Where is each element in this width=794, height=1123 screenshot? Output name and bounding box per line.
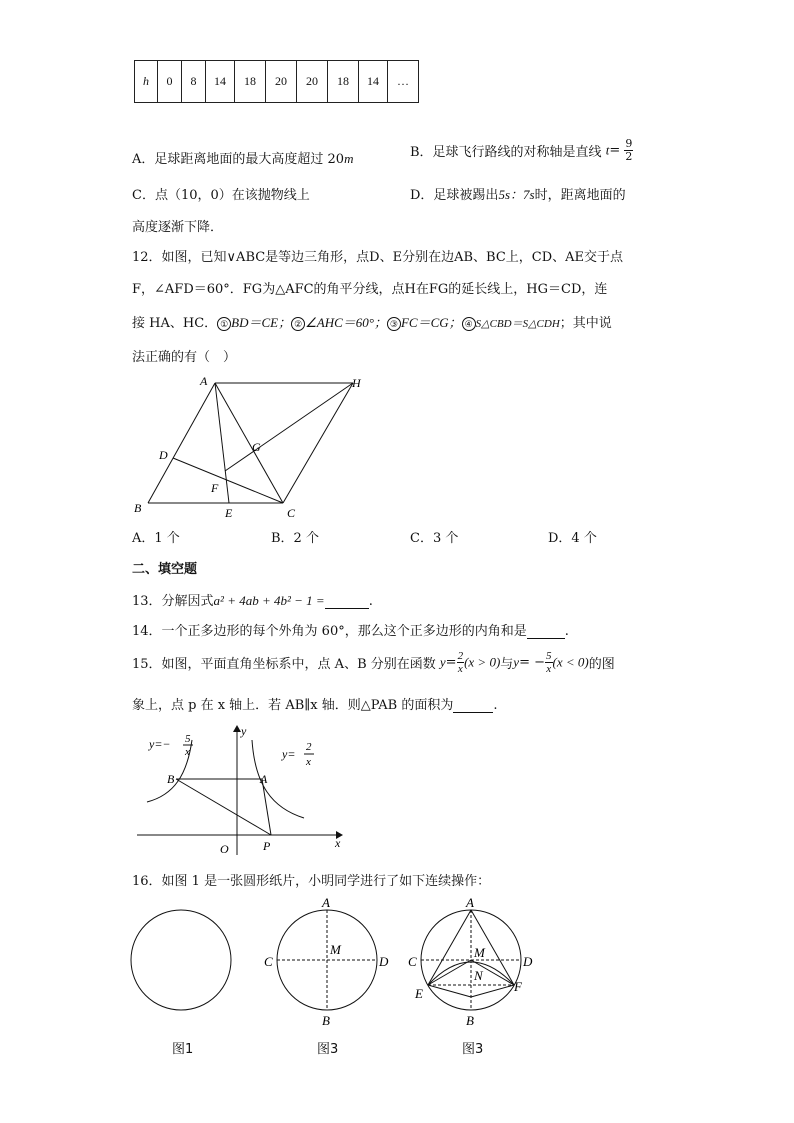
q15-and: 与	[500, 657, 514, 672]
q13	[132, 590, 373, 609]
q13-period: .	[368, 594, 373, 609]
frac-num: 5	[546, 650, 552, 662]
q12-line4: 法正确的有（ ）	[132, 350, 237, 365]
statement-1-marker: ①	[217, 317, 231, 331]
label-B: B	[322, 1013, 330, 1028]
function-2-fraction	[545, 650, 553, 675]
q12-option-c: C．3 个	[410, 531, 459, 546]
function-1-fraction	[457, 650, 465, 675]
label-N: N	[474, 968, 483, 983]
paper-circle	[131, 910, 231, 1010]
q12-option-b: B．2 个	[271, 531, 319, 546]
function-2-condition: (x < 0)	[552, 654, 589, 670]
label-M: M	[330, 942, 341, 957]
label-F: F	[211, 481, 219, 495]
table-label: h	[143, 74, 149, 88]
q16-figure-2	[262, 894, 402, 1030]
q15-period: .	[493, 698, 498, 713]
statement-2-marker: ②	[291, 317, 305, 331]
origin-label: O	[220, 842, 229, 856]
q15-line1-end: 的图	[588, 657, 615, 672]
figure-3-caption: 图3	[462, 1042, 484, 1057]
label-C: C	[264, 954, 273, 969]
q12-line3	[132, 312, 612, 331]
label-H: H	[352, 376, 361, 390]
table-cell: 14	[206, 61, 235, 103]
point-B-label: B	[167, 772, 175, 786]
q13-expression: a² + 4ab + 4b² − 1 =	[213, 593, 325, 608]
label-B: B	[134, 501, 142, 515]
statement-4-marker: ④	[462, 317, 476, 331]
q11-option-d-post: 时，距离地面的	[534, 188, 626, 203]
q14-period: .	[564, 624, 569, 639]
q16-figure-1	[128, 902, 238, 1022]
statement-2: ∠AHC＝60°；	[305, 315, 387, 330]
figure-2-caption: 图3	[317, 1042, 339, 1057]
left-curve-label: y=−	[149, 737, 171, 751]
frac-den: x	[546, 663, 552, 675]
x-axis-label: x	[335, 836, 341, 850]
table-cell: …	[388, 61, 419, 103]
frac-num: 2	[457, 650, 464, 662]
q11-option-c: C．点（10，0）在该抛物线上	[132, 188, 310, 203]
label-A: A	[322, 895, 330, 910]
table-cell: 8	[182, 61, 206, 103]
q15-answer-blank[interactable]	[453, 700, 493, 713]
table-cell: 18	[328, 61, 359, 103]
right-curve-den: x	[306, 756, 311, 768]
statement-3-marker: ③	[387, 317, 401, 331]
q11-option-b-var: t	[605, 142, 610, 158]
q14	[132, 620, 569, 639]
q11-option-d-text: D．足球被踢出	[410, 188, 499, 203]
table-row	[135, 61, 419, 103]
label-D: D	[523, 954, 533, 969]
label-B: B	[466, 1013, 474, 1028]
label-M: M	[474, 945, 485, 960]
right-curve-num: 2	[306, 741, 312, 753]
q11-option-d	[410, 184, 626, 203]
q12-figure	[128, 368, 378, 520]
q15-graph	[132, 720, 350, 860]
q11-option-a-unit: m	[344, 151, 354, 166]
q12-option-d: D．4 个	[548, 531, 597, 546]
q13-text: 13．分解因式	[132, 594, 214, 609]
table-cell: 14	[359, 61, 388, 103]
height-table	[134, 60, 419, 103]
q15-line2-text: 象上，点 p 在 x 轴上．若 AB∥x 轴．则△PAB 的面积为	[132, 698, 454, 713]
section-heading: 二、填空题	[132, 562, 198, 577]
label-A: A	[466, 895, 474, 910]
q15-line1: 15．如图，平面直角坐标系中，点 A、B 分别在函数 y= $\frac{2}{x}$ (x > 0)与y= − $\frac{5}{x}$ (x < 0)的图	[132, 650, 615, 675]
q11-option-b-fraction	[624, 138, 633, 163]
q12-line1: 12．如图，已知∨ABC是等边三角形，点D、E分别在边AB、BC上，CD、AE交于点	[132, 250, 624, 265]
y-axis-label: y	[241, 724, 247, 738]
statement-4: S△CBD＝S△CDH	[475, 318, 560, 330]
label-G: G	[252, 440, 261, 454]
q11-option-a	[132, 148, 353, 167]
label-E: E	[415, 986, 423, 1001]
label-D: D	[159, 448, 168, 462]
point-A-label: A	[260, 772, 268, 786]
label-C: C	[287, 506, 296, 520]
table-header-cell	[135, 61, 158, 103]
q16-figure-3	[406, 894, 546, 1030]
right-curve-label: y=	[282, 747, 296, 761]
q11-option-a-text: A．足球距离地面的最大高度超过 20	[132, 152, 345, 167]
q16-text: 16．如图 1 是一张圆形纸片，小明同学进行了如下连续操作：	[132, 874, 491, 889]
q11-option-d-line2: 高度逐渐下降．	[132, 220, 224, 235]
function-1-condition: (x > 0)	[464, 654, 501, 670]
q15-line1-text: 15．如图，平面直角坐标系中，点 A、B 分别在函数	[132, 657, 436, 672]
q12-line3-end: ；其中说	[559, 316, 612, 331]
statement-3: FC＝CG；	[400, 315, 462, 330]
label-F: F	[514, 979, 522, 994]
label-D: D	[379, 954, 389, 969]
q11-option-d-range: 5s：7s	[498, 187, 535, 202]
label-E: E	[225, 506, 233, 520]
table-cell: 20	[266, 61, 297, 103]
q14-text: 14．一个正多边形的每个外角为 60°，那么这个正多边形的内角和是	[132, 624, 527, 639]
q14-answer-blank[interactable]	[527, 626, 565, 639]
frac-num: 9	[625, 137, 633, 150]
q12-line3-start: 接 HA、HC．	[132, 316, 218, 331]
table-cell: 20	[297, 61, 328, 103]
q12-option-a: A．1 个	[132, 531, 180, 546]
q11-option-b-text: B．足球飞行路线的对称轴是直线	[410, 145, 602, 160]
statement-1: BD＝CE；	[231, 315, 292, 330]
q13-answer-blank[interactable]	[325, 596, 369, 609]
left-curve-den: x	[185, 746, 190, 758]
table-cell: 0	[158, 61, 182, 103]
frac-den: x	[457, 663, 463, 675]
q15-line2	[132, 694, 498, 713]
label-A: A	[200, 374, 208, 388]
label-C: C	[408, 954, 417, 969]
table-cell: 18	[235, 61, 266, 103]
q11-option-b: B．足球飞行路线的对称轴是直线 t= $\frac{9}{2}$	[410, 137, 633, 163]
left-curve-num: 5	[185, 733, 191, 745]
frac-den: 2	[625, 150, 633, 163]
q12-line2: F，∠AFD＝60°．FG为△AFC的角平分线，点H在FG的延长线上，HG＝CD，连	[132, 282, 608, 297]
point-P-label: P	[263, 839, 271, 853]
figure-1-caption: 图1	[172, 1042, 194, 1057]
